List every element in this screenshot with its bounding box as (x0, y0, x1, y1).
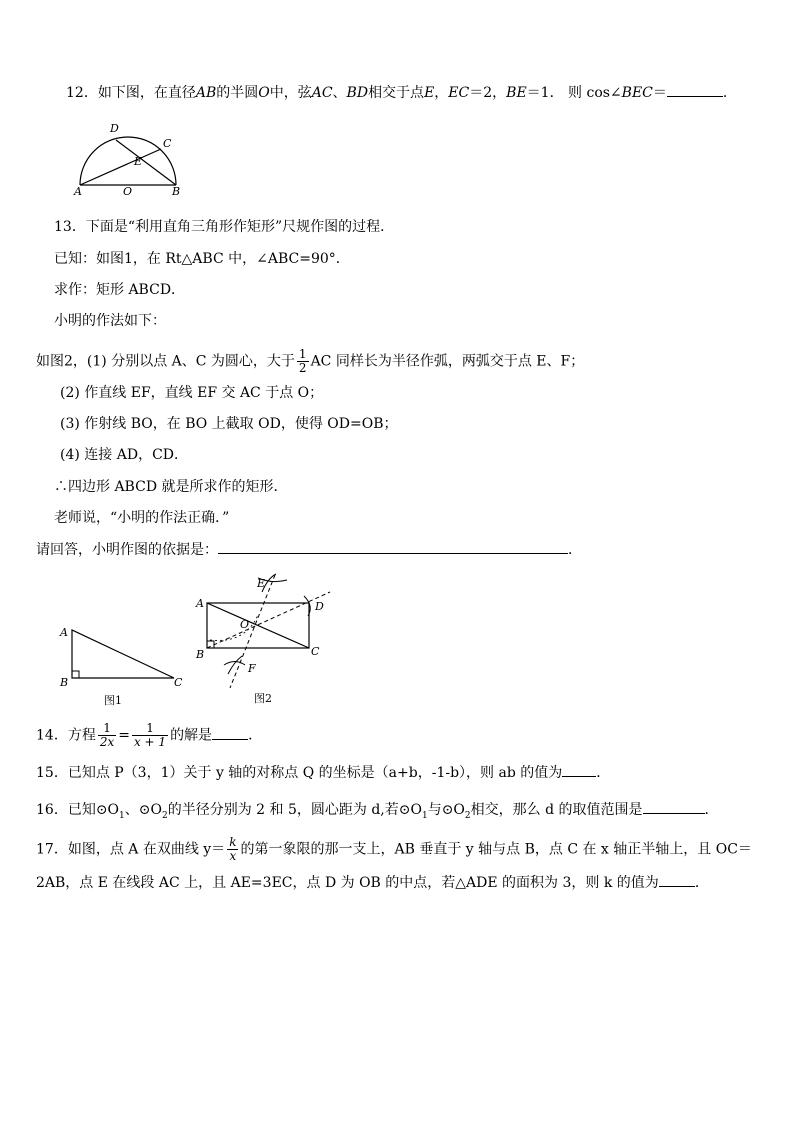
q12-label-a: A (74, 185, 82, 197)
q12-text-a: 12．如下图，在直径 (66, 85, 196, 101)
q14-lhs-fraction (98, 722, 116, 749)
q12-chord-ac (80, 149, 161, 185)
q15-text (36, 764, 610, 782)
q16-a: 16．已知⊙O (36, 802, 120, 818)
q12-ec: EC (448, 85, 470, 101)
q13-ask-text: 请回答，小明作图的依据是： (36, 542, 218, 558)
q13-ask (36, 541, 582, 559)
q13-fig2-label-o: O (240, 618, 250, 631)
q17-k-num: k (229, 835, 237, 849)
q14-text (36, 722, 262, 749)
q12-text (66, 84, 737, 102)
q14-rhs-num: 1 (132, 722, 168, 736)
q12-text-d: 相交于点 (368, 85, 425, 101)
q12-label-e: E (134, 155, 143, 168)
q13-fig1-label-a: A (60, 626, 68, 639)
q17-line2-text: 2AB，点 E 在线段 AC 上，且 AE=3EC，点 D 为 OB 的中点，若△ADE 的面积为 3，则 k 的值为 (36, 875, 659, 891)
q13-step1-b: AC 同样长为半径作弧，两弧交于点 E、F； (310, 353, 585, 370)
q13-fig1-label-c: C (174, 676, 183, 689)
q12-arc (80, 137, 176, 185)
q13-known: 已知：如图1，在 Rt△ABC 中，∠ABC=90°． (54, 251, 350, 267)
q16-e: 相交，那么 d 的取值范围是 (470, 802, 643, 818)
q14-lhs-den: 2x (99, 735, 115, 749)
q14-suffix: 的解是 (170, 727, 213, 744)
q15-end: ． (596, 765, 611, 781)
q13-fig2-label-b: B (196, 648, 205, 661)
q13-answer-blank[interactable] (218, 541, 568, 554)
q16-end: ． (704, 802, 719, 818)
q17-k-fraction (227, 836, 238, 863)
q15-answer-blank[interactable] (562, 764, 596, 777)
q12-o: O (258, 85, 270, 101)
q12-bd: BD (346, 85, 369, 101)
q16-sub3: 1 (421, 810, 428, 821)
q17-line1 (36, 836, 752, 863)
q12-e: E (424, 85, 435, 101)
q13-figure-2 (190, 570, 340, 710)
q13-step2: (2) 作直线 EF，直线 EF 交 AC 于点 O； (60, 385, 324, 401)
q16-sub1: 1 (119, 810, 125, 821)
q14-lhs-num: 1 (98, 722, 116, 736)
q14-rhs-den: x + 1 (133, 735, 167, 749)
q14-rhs-fraction (132, 722, 168, 749)
q13-fig1-caption: 图1 (104, 694, 122, 707)
q12-text-e: ， (434, 85, 449, 101)
q12-answer-blank[interactable] (667, 84, 723, 97)
q13-fig2-caption: 图2 (254, 692, 272, 705)
q16-b: 、⊙O (124, 802, 162, 818)
q16-c: 的半径分别为 2 和 5，圆心距为 d,若⊙O (167, 802, 422, 818)
q13-fig2-label-a: A (196, 597, 204, 610)
q13-step3: (3) 作射线 BO，在 BO 上截取 OD，使得 OD=OB； (60, 416, 398, 432)
q12-text-h: ＝ (652, 85, 667, 101)
q12-sep: 、 (332, 85, 347, 101)
q13-fig2-label-c: C (311, 645, 320, 658)
q12-text-c: 中，弦 (269, 85, 312, 101)
q12-bec: BEC (621, 85, 653, 101)
q16-d: 与⊙O (427, 802, 465, 818)
q12-ab: AB (195, 85, 217, 101)
q17-line1-b: 的第一象限的那一支上，AB 垂直于 y 轴与点 B，点 C 在 x 轴正半轴上，且 OC＝ (240, 841, 752, 858)
q13-fig2-label-e: E (257, 577, 266, 590)
q13-ask-end: ． (568, 542, 582, 558)
q13-fig2-label-f: F (248, 662, 256, 675)
q13-goal: 求作：矩形 ABCD． (54, 282, 186, 298)
q12-text-f: ＝2， (469, 85, 507, 101)
q14-eq: = (118, 727, 130, 744)
q13-conclusion: ∴四边形 ABCD 就是所求作的矩形． (54, 479, 288, 495)
q14-end: ． (248, 727, 263, 744)
q17-end: ． (694, 875, 709, 891)
q13-half-num: 1 (298, 347, 307, 361)
q12-label-b: B (172, 185, 181, 197)
q13-fig2-label-d: D (315, 600, 324, 613)
q13-figure-1 (56, 622, 196, 712)
q13-fig1-label-b: B (60, 676, 69, 689)
q16-sub2: 2 (161, 810, 168, 821)
q17-answer-blank[interactable] (659, 874, 695, 887)
q17-line2 (36, 874, 709, 892)
q12-label-d: D (110, 122, 119, 135)
q12-text-g: ＝1． 则 cos∠ (526, 85, 622, 101)
q15-body: 15．已知点 P（3，1）关于 y 轴的对称点 Q 的坐标是（a+b，-1-b），则 ab 的值为 (36, 765, 563, 781)
q12-be: BE (506, 85, 527, 101)
q17-k-den: x (229, 849, 237, 863)
q13-step1 (36, 348, 584, 375)
q12-text-b: 的半圆 (216, 85, 259, 101)
q16-text (36, 801, 719, 825)
q13-step1-a: 如图2，(1) 分别以点 A、C 为圆心，大于 (36, 353, 295, 370)
q12-label-c: C (163, 137, 172, 150)
q17-line1-a: 17．如图，点 A 在双曲线 y＝ (36, 841, 226, 858)
q13-half-fraction (297, 348, 309, 375)
q12-semicircle-figure (70, 115, 190, 197)
q13-step4: (4) 连接 AD，CD． (60, 447, 189, 463)
q14-prefix: 14．方程 (36, 727, 96, 744)
q13-method: 小明的作法如下： (54, 313, 166, 329)
q13-half-den: 2 (298, 361, 307, 375)
q16-sub4: 2 (464, 810, 471, 821)
q12-ac: AC (311, 85, 333, 101)
q12-label-o: O (123, 185, 133, 197)
q14-answer-blank[interactable] (212, 727, 248, 740)
q13-fig1-triangle (72, 630, 174, 678)
q13-fig2-arc-f2 (228, 656, 242, 674)
q12-end: ． (722, 85, 737, 101)
q13-fig1-right-angle-mark (72, 671, 79, 678)
q16-answer-blank[interactable] (643, 801, 705, 814)
q13-teacher: 老师说，“小明的作法正确．” (54, 510, 230, 526)
q13-title: 13．下面是“利用直角三角形作矩形”尺规作图的过程． (54, 219, 395, 235)
